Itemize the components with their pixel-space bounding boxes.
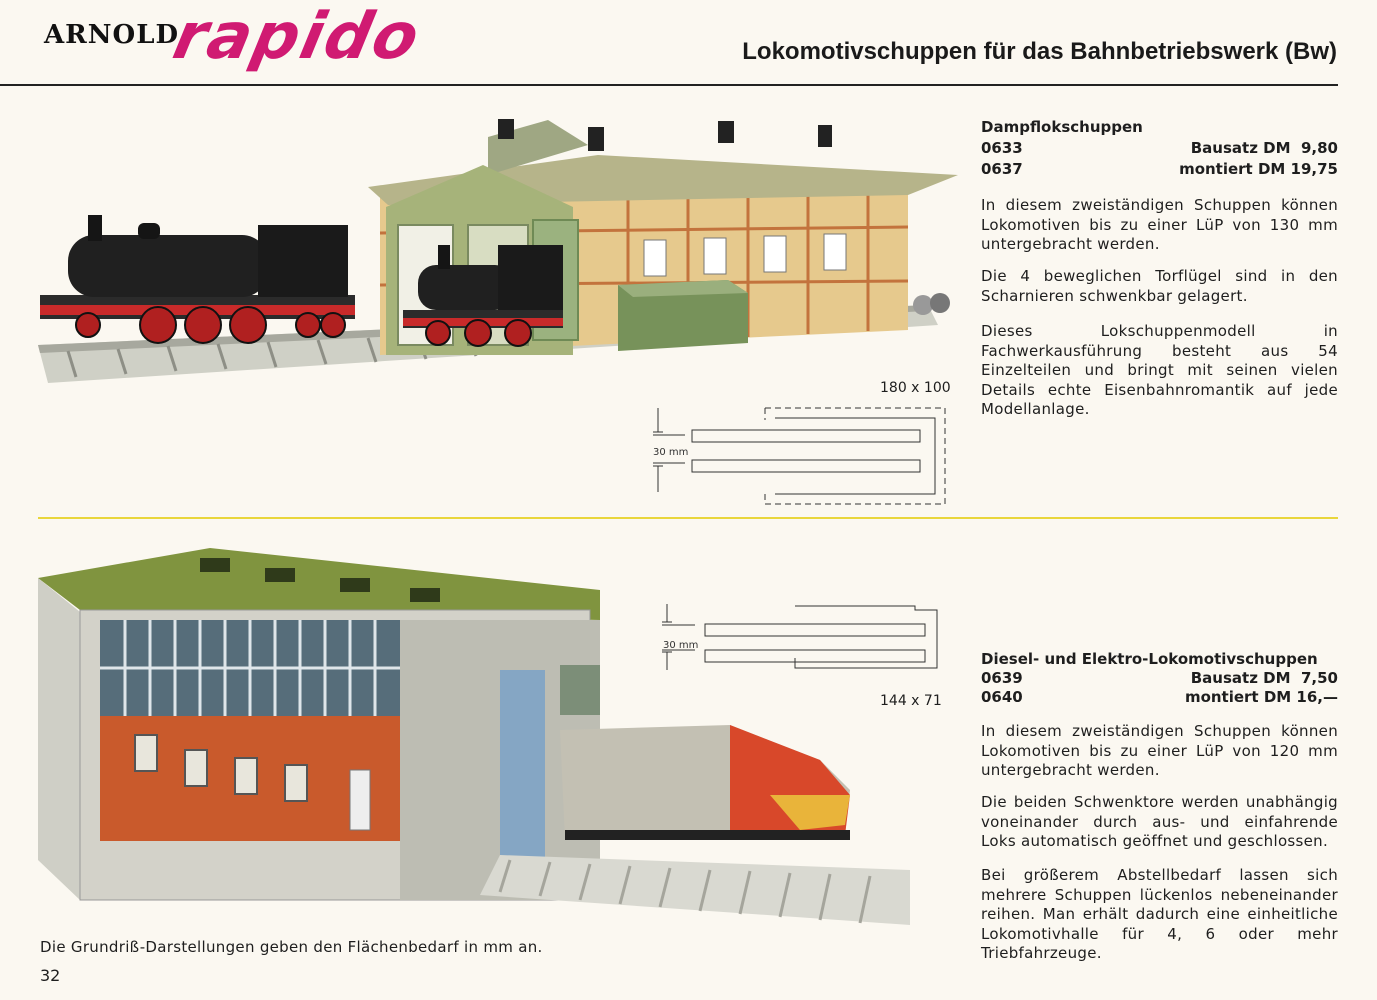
- steam-shed-spacing: 30 mm: [653, 447, 689, 458]
- header-divider: [0, 84, 1338, 86]
- diesel-shed-title: Diesel- und Elektro-Lokomotivschuppen: [981, 650, 1318, 668]
- diesel-shed-dimension: 144 x 71: [880, 693, 942, 709]
- diesel-shed-price-assembled: [981, 688, 1338, 706]
- rapido-logo: rapido: [167, 0, 428, 74]
- section-divider: [38, 517, 1338, 519]
- steam-shed-price-kit: [981, 139, 1338, 157]
- steam-shed-paragraph: In diesem zweiständigen Schuppen können Lokomotiven bis zu einer LüP von 130 mm untergebracht werden.: [981, 196, 1338, 253]
- diesel-shed-paragraph: Die beiden Schwenktore werden unabhängig voneinander durch aus- und einfahrende Loks automatisch geöffnet und geschlossen.: [981, 793, 1338, 850]
- diesel-shed-spacing: 30 mm: [663, 640, 699, 651]
- price-code: 0640: [981, 688, 1023, 706]
- price-code: 0639: [981, 669, 1023, 687]
- page-number: 32: [40, 966, 61, 985]
- diesel-shed-price-kit: [981, 669, 1338, 687]
- price-value: Bausatz DM 9,80: [1190, 139, 1338, 157]
- price-value: montiert DM 16,—: [1184, 688, 1338, 706]
- diesel-shed-paragraph: Bei größerem Abstellbedarf lassen sich mehrere Schuppen lückenlos nebeneinander reihen. Man erhält dadurch eine einheitliche Lokomotivhalle für 4, 6 oder mehr Triebfahrzeuge.: [981, 866, 1338, 962]
- diesel-shed-floorplan: [655, 600, 945, 675]
- steam-shed-floorplan: [645, 400, 950, 510]
- steam-shed-dimension: 180 x 100: [880, 380, 951, 396]
- steam-shed-illustration: [28, 115, 958, 395]
- steam-shed-paragraph: Die 4 beweglichen Torflügel sind in den Scharnieren schwenkbar gelagert.: [981, 267, 1338, 305]
- price-code: 0633: [981, 139, 1023, 157]
- page-title: Lokomotivschuppen für das Bahnbetriebswerk (Bw): [742, 38, 1337, 65]
- arnold-logo: ARNOLD: [44, 20, 180, 50]
- floorplan-caption: Die Grundriß-Darstellungen geben den Flächenbedarf in mm an.: [40, 938, 543, 956]
- diesel-shed-paragraph: In diesem zweiständigen Schuppen können Lokomotiven bis zu einer LüP von 120 mm untergebracht werden.: [981, 722, 1338, 779]
- price-value: montiert DM 19,75: [1179, 160, 1338, 178]
- price-value: Bausatz DM 7,50: [1190, 669, 1338, 687]
- steam-shed-title: Dampflokschuppen: [981, 118, 1143, 136]
- steam-shed-paragraph: Dieses Lokschuppenmodell in Fachwerkausführung besteht aus 54 Einzelteilen und bringt mit seinen vielen Details echte Eisenbahnromantik auf jede Modellanlage.: [981, 322, 1338, 418]
- price-code: 0637: [981, 160, 1023, 178]
- steam-shed-price-assembled: [981, 160, 1338, 178]
